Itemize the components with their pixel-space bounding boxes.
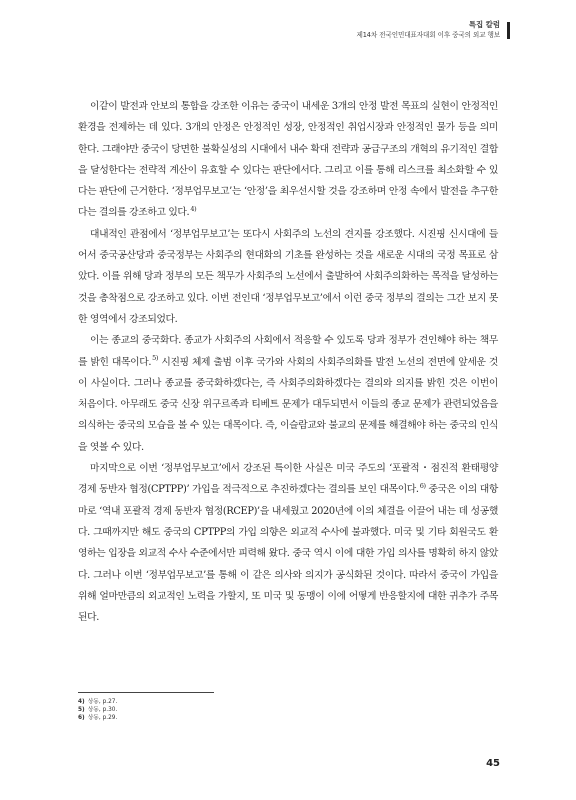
paragraph xyxy=(78,330,498,458)
paragraph xyxy=(78,96,498,224)
footnote-ref: 4) xyxy=(190,205,197,214)
paragraph-text-continued: 중국은 이의 대항마로 ‘역내 포괄적 경제 동반자 협정(RCEP)’을 내세웠고 2020년에 이의 체결을 이끌어 내는 데 성공했다. 그때까지만 해도 중국의 CPTPP의 가입 의향은 외교적 수사에 불과했다. 미국 및 기타 회원국도 환영하는 입장을 외교적 수사 수준에서만 피력해 왔다. 중국 역시 이에 대한 가입 의사를 명확히 하지 않았다. 그러나 이번 ‘정부업무보고’를 통해 이 같은 의사와 의지가 공식화된 것이다. 따라서 중국이 가입을 위해 얼마만큼의 외교적인 노력을 가할지, 또 미국 및 동맹이 이에 어떻게 반응할지에 대한 귀추가 주목된다. xyxy=(78,484,498,624)
paragraph-text-continued: 시진핑 체제 출범 이후 국가와 사회의 사회주의화를 발전 노선의 전면에 앞세운 것이 사실이다. 그러나 종교를 중국화하겠다는, 즉 사회주의화하겠다는 결의와 의지를 밝힌 것은 이번이 처음이다. 아무래도 중국 신장 위구르족과 티베트 문제가 대두되면서 이들의 종교 문제가 관련되었음을 의식하는 중국의 모습을 볼 수 있는 대목이다. 즉, 이슬람교와 불교의 문제를 해결해야 하는 중국의 인식을 엿볼 수 있다. xyxy=(78,356,498,453)
footnote-ref: 6) xyxy=(419,482,426,491)
paragraph xyxy=(78,224,498,330)
footnote-number: 6) xyxy=(78,715,85,721)
paragraph-text: 마지막으로 이번 ‘정부업무보고’에서 강조된 특이한 사실은 미국 주도의 ‘포괄적・점진적 환태평양 경제 동반자 협정(CPTPP)’ 가입을 적극적으로 추진하겠다는 결의를 보인 대목이다. xyxy=(78,463,498,496)
paragraph xyxy=(78,458,498,628)
footnote-divider xyxy=(78,692,214,693)
header-accent-bar xyxy=(507,22,510,39)
article-body xyxy=(78,96,498,628)
header-section-label: 특집 칼럼 xyxy=(468,20,500,29)
footnotes xyxy=(78,698,117,722)
footnote-item xyxy=(78,714,117,722)
footnote-number: 4) xyxy=(78,699,85,705)
footnote-text: 상동, p.30. xyxy=(87,707,118,713)
running-header xyxy=(356,20,500,40)
footnote-ref: 5) xyxy=(152,354,159,363)
footnote-text: 상동, p.27. xyxy=(87,699,118,705)
paragraph-text: 이같이 발전과 안보의 통합을 강조한 이유는 중국이 내세운 3개의 안정 발전 목표의 실현이 안정적인 환경을 전제하는 데 있다. 3개의 안정은 안정적인 성장, 안정적인 취업시장과 안정적인 물가 등을 의미한다. 그래야만 중국이 당면한 불확실성의 시대에서 내수 확대 전략과 공급구조의 개혁의 유기적인 결합을 달성한다는 전략적 계산이 유효할 수 있다는 판단에서다. 그리고 이를 통해 리스크를 최소화할 수 있다는 판단에 근거한다. ‘정부업무보고’는 ‘안정’을 최우선시할 것을 강조하며 안정 속에서 발전을 추구한다는 결의를 강조하고 있다. xyxy=(78,101,498,219)
header-article-title: 제14차 전국인민대표자대회 이후 중국의 외교 행보 xyxy=(356,31,500,39)
page-number: 45 xyxy=(486,758,500,769)
footnote-item xyxy=(78,698,117,706)
paragraph-text: 이는 종교의 중국화다. 종교가 사회주의 사회에서 적응할 수 있도록 당과 정부가 견인해야 하는 책무를 밝힌 대목이다. xyxy=(78,335,498,368)
footnote-number: 5) xyxy=(78,707,85,713)
paragraph-text: 대내적인 관점에서 ‘정부업무보고’는 또다시 사회주의 노선의 견지를 강조했다. 시진핑 신시대에 들어서 중국공산당과 중국정부는 사회주의 현대화의 기초를 완성하는 것을 새로운 시대의 국정 목표로 삼았다. 이를 위해 당과 정부의 모든 책무가 사회주의 노선에서 출발하여 사회주의화하는 목적을 달성하는 것을 총착점으로 강조하고 있다. 이번 전인대 ‘정부업무보고’에서 이런 중국 정부의 결의는 그간 보지 못한 영역에서 강조되었다. xyxy=(78,228,498,325)
footnote-text: 상동, p.29. xyxy=(87,715,118,721)
footnote-item xyxy=(78,706,117,714)
